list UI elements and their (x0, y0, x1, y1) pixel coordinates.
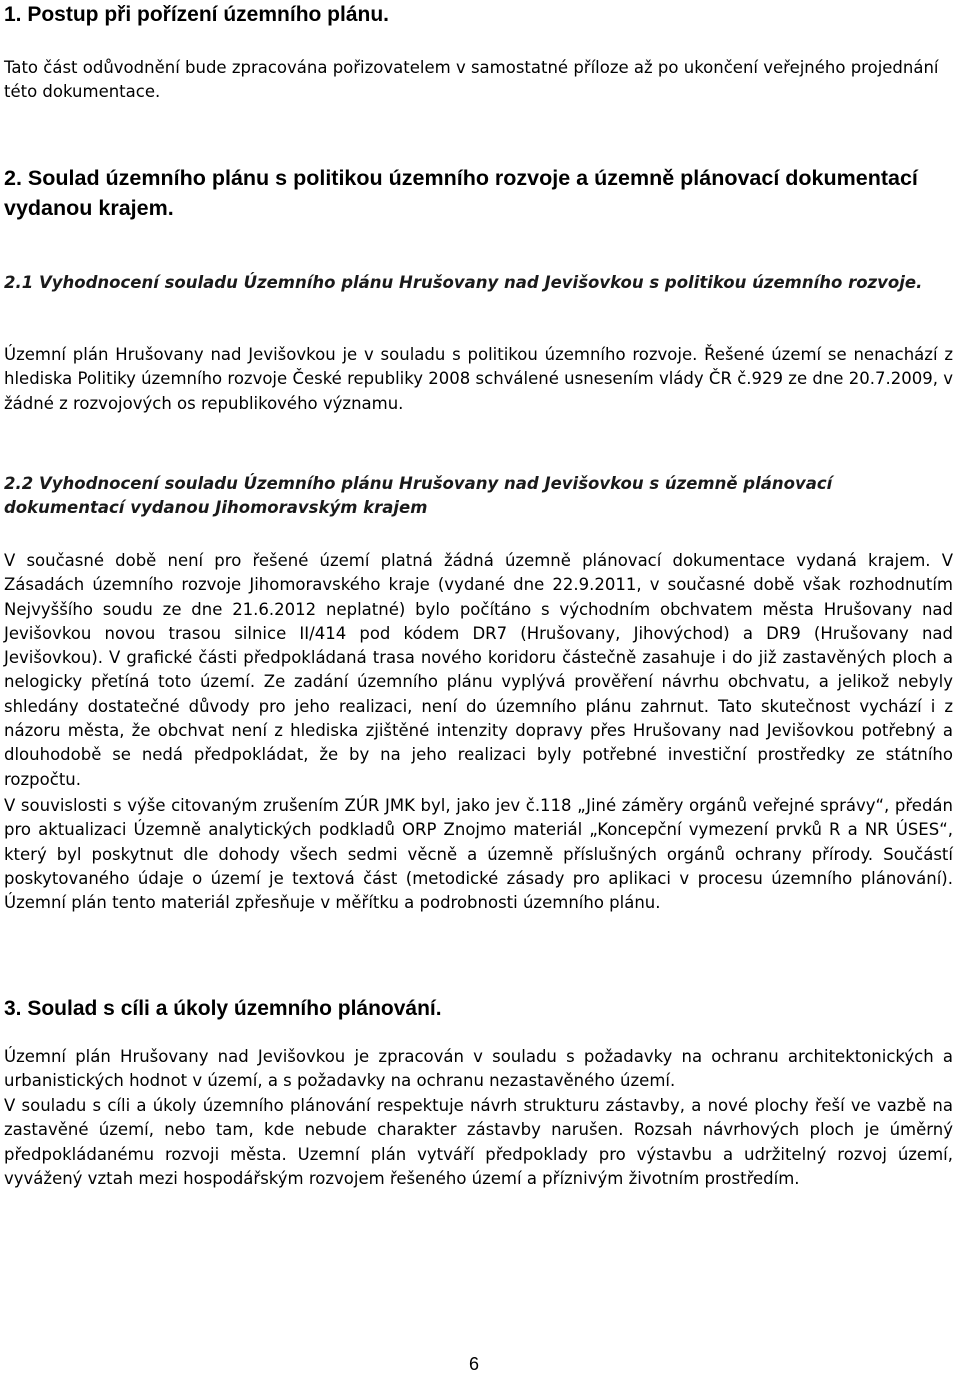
page-number: 6 (469, 1354, 480, 1374)
section-2-2-heading: 2.2 Vyhodnocení souladu Územního plánu Hrušovany nad Jevišovkou s územně plánovací dokumentací vydanou Jihomoravským krajem (4, 474, 833, 517)
section-3-heading: 3. Soulad s cíli a úkoly územního plánování. (4, 997, 442, 1020)
section-2-1-text: Územní plán Hrušovany nad Jevišovkou je v souladu s politikou územního rozvoje. Řešené území se nenachází z hlediska Politiky územního rozvoje České republiky 2008 schválené usnesením vlády ČR č.929 ze dne 20.7.2009, v žádné z rozvojových os republikového významu. (4, 345, 953, 413)
section-3-text-1: Územní plán Hrušovany nad Jevišovkou je zpracován v souladu s požadavky na ochranu architektonických a urbanistických hodnot v území, a s požadavky na ochranu nezastavěného území. (4, 1047, 953, 1091)
section-2-2-text-2: V souvislosti s výše citovaným zrušením ZÚR JMK byl, jako jev č.118 „Jiné záměry orgánů veřejné správy“, předán pro aktualizaci Územně analytických podkladů ORP Znojmo materiál „Koncepční vymezení prvků R a NR ÚSES“, který byl poskytnut dle dohody všech sedmi věcně a územně příslušných orgánů ochrany přírody. Součástí poskytovaného údaje o území je textová část (metodické zásady pro aplikaci v procesu územního plánování). Územní plán tento materiál zpřesňuje v měřítku a podrobnosti územního plánu. (4, 796, 953, 913)
section-1-heading: 1. Postup při pořízení územního plánu. (4, 3, 390, 26)
section-2-heading: 2. Soulad územního plánu s politikou územního rozvoje a územně plánovací dokumentací vydanou krajem. (4, 166, 918, 220)
section-3-text-2: V souladu s cíli a úkoly územního plánování respektuje návrh strukturu zástavby, a nové plochy řeší ve vazbě na zastavěné území, nebo tam, kde nebude charakter zástavby narušen. Rozsah návrhových ploch je úměrný předpokládanému rozvoji města. Uzemní plán vytváří předpoklady pro výstavbu a udržitelný rozvoj území, vyvážený vztah mezi hospodářským rozvojem řešeného území a příznivým životním prostředím. (4, 1096, 953, 1188)
section-2-1-heading: 2.1 Vyhodnocení souladu Územního plánu Hrušovany nad Jevišovkou s politikou územního rozvoje. (4, 273, 923, 292)
section-1-text: Tato část odůvodnění bude zpracována pořizovatelem v samostatné příloze až po ukončení veřejného projednání této dokumentace. (4, 58, 939, 102)
section-2-2-text-1: V současné době není pro řešené území platná žádná územně plánovací dokumentace vydaná krajem. V Zásadách územního rozvoje Jihomoravského kraje (vydané dne 22.9.2011, v současné době však rozhodnutím Nejvyššího soudu ze dne 21.6.2012 neplatné) bylo počítáno s východním obchvatem města Hrušovany nad Jevišovkou novou trasou silnice II/414 pod kódem DR7 (Hrušovany, Jihovýchod) a DR9 (Hrušovany nad Jevišovkou). V grafické části předpokládaná trasa nového koridoru částečně zasahuje i do již zastavěných ploch a nelogicky přetíná toto území. Ze zadání územního plánu vyplývá prověření návrhu obchvatu, a jelikož nebyly shledány dostatečné důvody pro jeho realizaci, není do územního plánu zahrnut. Tato skutečnost vychází i z názoru města, že obchvat není z hlediska zjištěné intenzity dopravy přes Hrušovany nad Jevišovkou potřebný a dlouhodobě se nedá předpokládat, že by na jeho realizaci byly potřebné investiční prostředky ze státního rozpočtu. (4, 551, 953, 789)
